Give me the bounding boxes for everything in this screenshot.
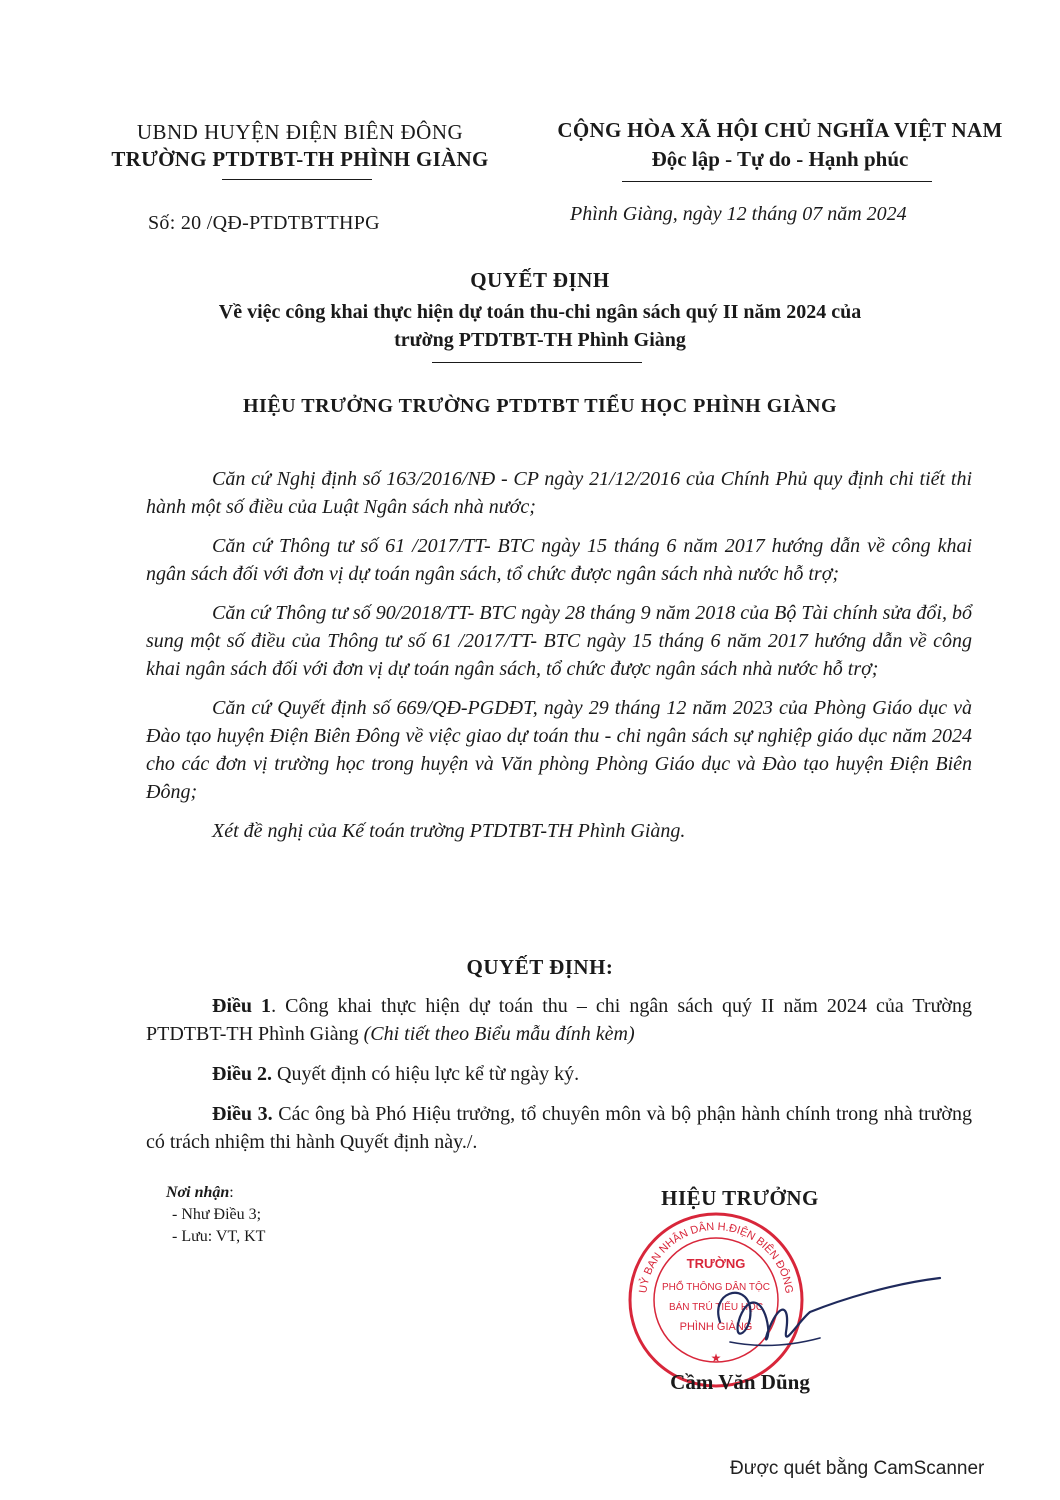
ground-item: Căn cứ Quyết định số 669/QĐ-PGDĐT, ngày 29 tháng 12 năm 2023 của Phòng Giáo dục và Đào tạo huyện Điện Biên Đông về việc giao dự toán thu - chi ngân sách sự nghiệp giáo dục năm 2024 cho các đơn vị trường học trong huyện và Văn phòng Phòng Giáo dục và Đào tạo huyện Điện Biên Đông; [146,697,972,803]
recipients-title: Nơi nhận [166,1184,230,1201]
recipients-colon: : [229,1184,234,1201]
recipient-item: - Như Điều 3; [172,1206,262,1223]
authority-heading: HIỆU TRƯỞNG TRƯỜNG PTDTBT TIỂU HỌC PHÌNH GIÀNG [242,395,837,417]
decision-title: QUYẾT ĐỊNH [470,268,610,292]
place-date: Phình Giàng, ngày 12 tháng 07 năm 2024 [570,203,907,225]
article-note: (Chi tiết theo Biểu mẫu đính kèm) [363,1023,635,1045]
article-label: Điều 2. [212,1063,272,1085]
ground-item: Căn cứ Nghị định số 163/2016/NĐ - CP ngày 21/12/2016 của Chính Phủ quy định chi tiết thi hành một số điều của Luật Ngân sách nhà nước; [146,468,972,518]
seal-line-4: PHÌNH GIÀNG [679,1321,753,1333]
ground-item: Căn cứ Thông tư số 61 /2017/TT- BTC ngày 15 tháng 6 năm 2017 hướng dẫn về công khai ngân sách đối với đơn vị dự toán ngân sách, tổ chức được ngân sách nhà nước hỗ trợ; [146,535,972,585]
recipients-block [166,1182,265,1248]
seal-star-icon: ★ [710,1351,722,1365]
national-motto: Độc lập - Tự do - Hạnh phúc [651,147,909,171]
articles-section [146,992,972,1168]
article-2 [146,1060,972,1088]
grounds-section [146,465,972,856]
issuer-parent: UBND HUYỆN ĐIỆN BIÊN ĐÔNG [136,120,464,144]
seal-top-text: UỶ BAN NHÂN DÂN H.ĐIỆN BIÊN ĐÔNG [637,1220,795,1295]
article-text: . Công khai thực hiện dự toán thu – chi ngân sách quý II năm 2024 của Trường PTDTBT-TH Phình Giàng [146,995,972,1045]
subject-line-1: Về việc công khai thực hiện dự toán thu-chi ngân sách quý II năm 2024 của [218,301,862,323]
national-title: CỘNG HÒA XÃ HỘI CHỦ NGHĨA VIỆT NAM [557,118,1003,142]
handwritten-signature [690,1262,950,1372]
issuer-block [80,120,520,172]
article-1 [146,992,972,1048]
decision-subject [100,298,980,354]
decides-heading: QUYẾT ĐỊNH: [466,955,614,979]
subject-underline [432,362,642,363]
document-number: Số: 20 /QĐ-PTDTBTTHPG [148,212,380,234]
article-text: Các ông bà Phó Hiệu trưởng, tổ chuyên môn và bộ phận hành chính trong nhà trường có trách nhiệm thi hành Quyết định này./. [146,1103,973,1153]
seal-line-2: PHỔ THÔNG DÂN TỘC [662,1282,770,1293]
seal-line-1: TRƯỜNG [686,1256,746,1271]
signer-title: HIỆU TRƯỞNG [661,1186,819,1210]
scanner-watermark: Được quét bằng CamScanner [730,1458,985,1479]
national-header [520,118,1040,172]
ground-item: Xét đề nghị của Kế toán trường PTDTBT-TH Phình Giàng. [212,820,686,842]
article-text: Quyết định có hiệu lực kể từ ngày ký. [272,1063,580,1085]
issuer-name: TRƯỜNG PTDTBT-TH PHÌNH GIÀNG [111,147,489,171]
subject-line-2: trường PTDTBT-TH Phình Giàng [394,329,686,351]
article-label: Điều 3. [212,1103,273,1125]
recipient-item: - Lưu: VT, KT [172,1228,266,1245]
article-3 [146,1100,972,1156]
motto-underline [622,181,932,182]
signer-name: Cầm Văn Dũng [670,1370,810,1394]
seal-line-3: BÁN TRÚ TIỂU HỌC [668,1302,764,1313]
issuer-underline [222,179,372,180]
ground-item: Căn cứ Thông tư số 90/2018/TT- BTC ngày 28 tháng 9 năm 2018 của Bộ Tài chính sửa đổi, bổ sung một số điều của Thông tư số 61 /2017/TT- BTC ngày 15 tháng 6 năm 2017 hướng dẫn về công khai ngân sách đối với đơn vị dự toán ngân sách, tổ chức được ngân sách nhà nước hỗ trợ; [146,602,972,680]
article-label: Điều 1 [212,995,272,1017]
